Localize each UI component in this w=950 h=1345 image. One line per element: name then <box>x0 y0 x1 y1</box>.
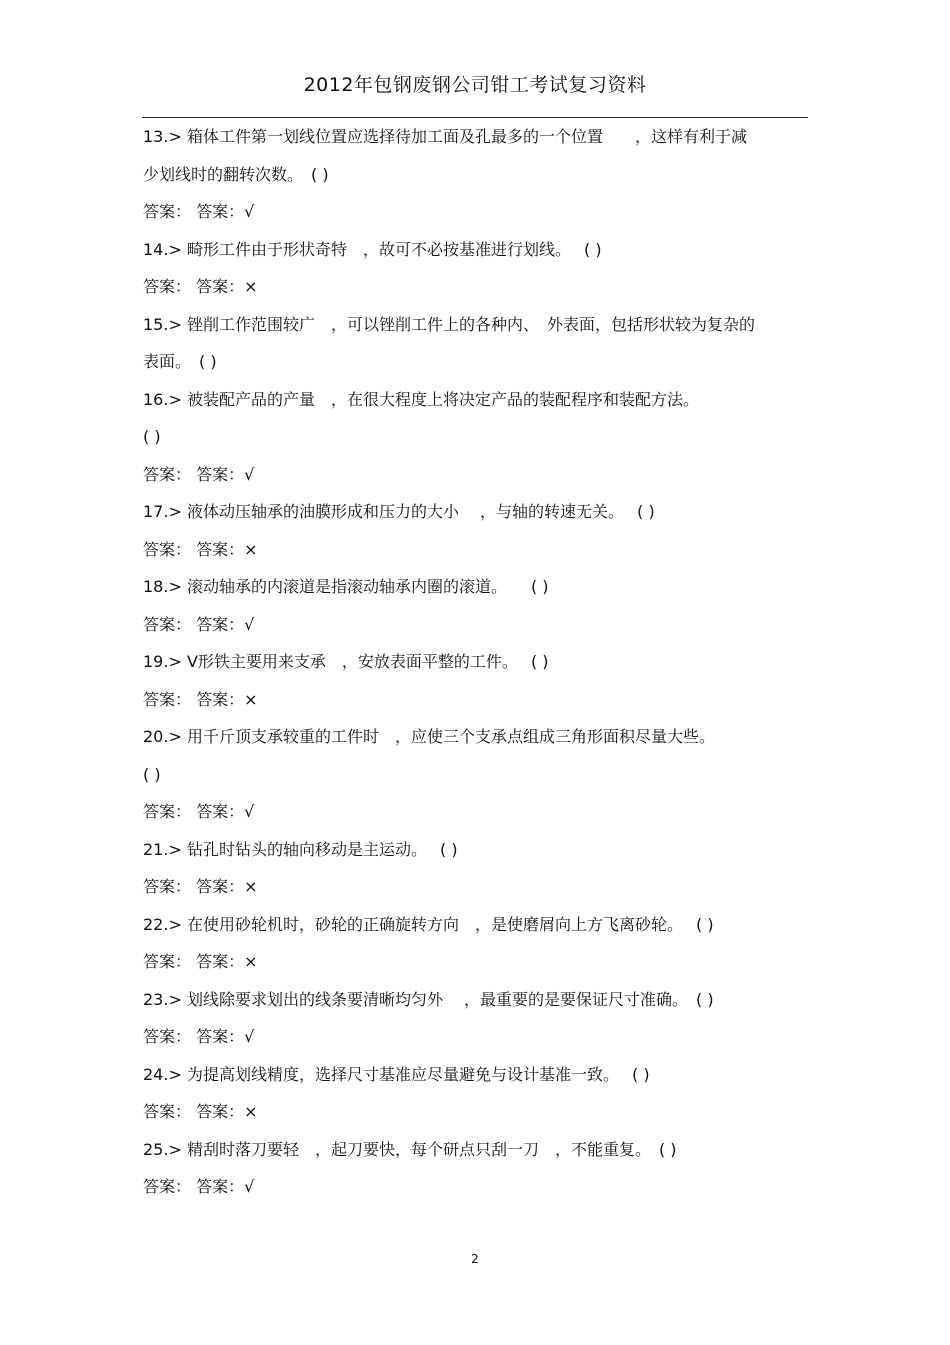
text-line: 20.> 用千斤顶支承较重的工件时 ，应使三个支承点组成三角形面积尽量大些。 <box>143 727 715 746</box>
answer-line: 答案： 答案：√ <box>143 1027 255 1046</box>
header-rule <box>142 117 808 118</box>
answer-line: 答案： 答案：× <box>143 689 258 709</box>
text-line: 21.> 钻孔时钻头的轴向移动是主运动。 ( ) <box>143 839 458 859</box>
answer-line: 答案： 答案：× <box>143 277 258 296</box>
text-line: 13.> 箱体工件第一划线位置应选择待加工面及孔最多的一个位置 ，这样有利于减 <box>143 127 747 146</box>
text-line: ( ) <box>143 764 161 784</box>
text-line: 表面。 ( ) <box>143 352 217 371</box>
document-title: 2012年包钢废钢公司钳工考试复习资料 <box>303 74 647 96</box>
text-line: 19.> V形铁主要用来支承 ，安放表面平整的工件。 ( ) <box>143 652 549 671</box>
text-line: 18.> 滚动轴承的内滚道是指滚动轴承内圈的滚道。 ( ) <box>143 577 549 596</box>
text-line: 23.> 划线除要求划出的线条要清晰均匀外 ，最重要的是要保证尺寸准确。 ( ) <box>143 989 714 1009</box>
answer-line: 答案： 答案：√ <box>143 802 255 821</box>
question-list <box>143 122 811 1210</box>
text-line: 24.> 为提高划线精度，选择尺寸基准应尽量避免与设计基准一致。 ( ) <box>143 1064 650 1084</box>
text-line: ( ) <box>143 427 161 446</box>
answer-line: 答案： 答案：√ <box>143 1177 255 1196</box>
text-line: 14.> 畸形工件由于形状奇特 ，故可不必按基准进行划线。 ( ) <box>143 239 602 259</box>
text-line: 少划线时的翻转次数。 ( ) <box>143 164 329 184</box>
text-line: 16.> 被装配产品的产量 ，在很大程度上将决定产品的装配程序和装配方法。 <box>143 389 699 409</box>
text-line: 25.> 精刮时落刀要轻 ，起刀要快，每个研点只刮一刀 ，不能重复。 ( ) <box>143 1139 677 1159</box>
answer-line: 答案： 答案：√ <box>143 614 255 634</box>
answer-line: 答案： 答案：× <box>143 877 258 896</box>
text-line: 15.> 锉削工作范围较广 ，可以锉削工件上的各种内、 外表面，包括形状较为复杂的 <box>143 314 755 334</box>
answer-line: 答案： 答案：√ <box>143 464 255 484</box>
text-line: 22.> 在使用砂轮机时，砂轮的正确旋转方向 ，是使磨屑向上方飞离砂轮。 ( ) <box>143 914 714 934</box>
answer-line: 答案： 答案：× <box>143 539 258 559</box>
answer-line: 答案： 答案：× <box>143 952 258 971</box>
page-number: 2 <box>471 1252 479 1266</box>
answer-line: 答案： 答案：√ <box>143 202 255 221</box>
text-line: 17.> 液体动压轴承的油膜形成和压力的大小 ，与轴的转速无关。 ( ) <box>143 502 655 521</box>
answer-line: 答案： 答案：× <box>143 1102 258 1121</box>
